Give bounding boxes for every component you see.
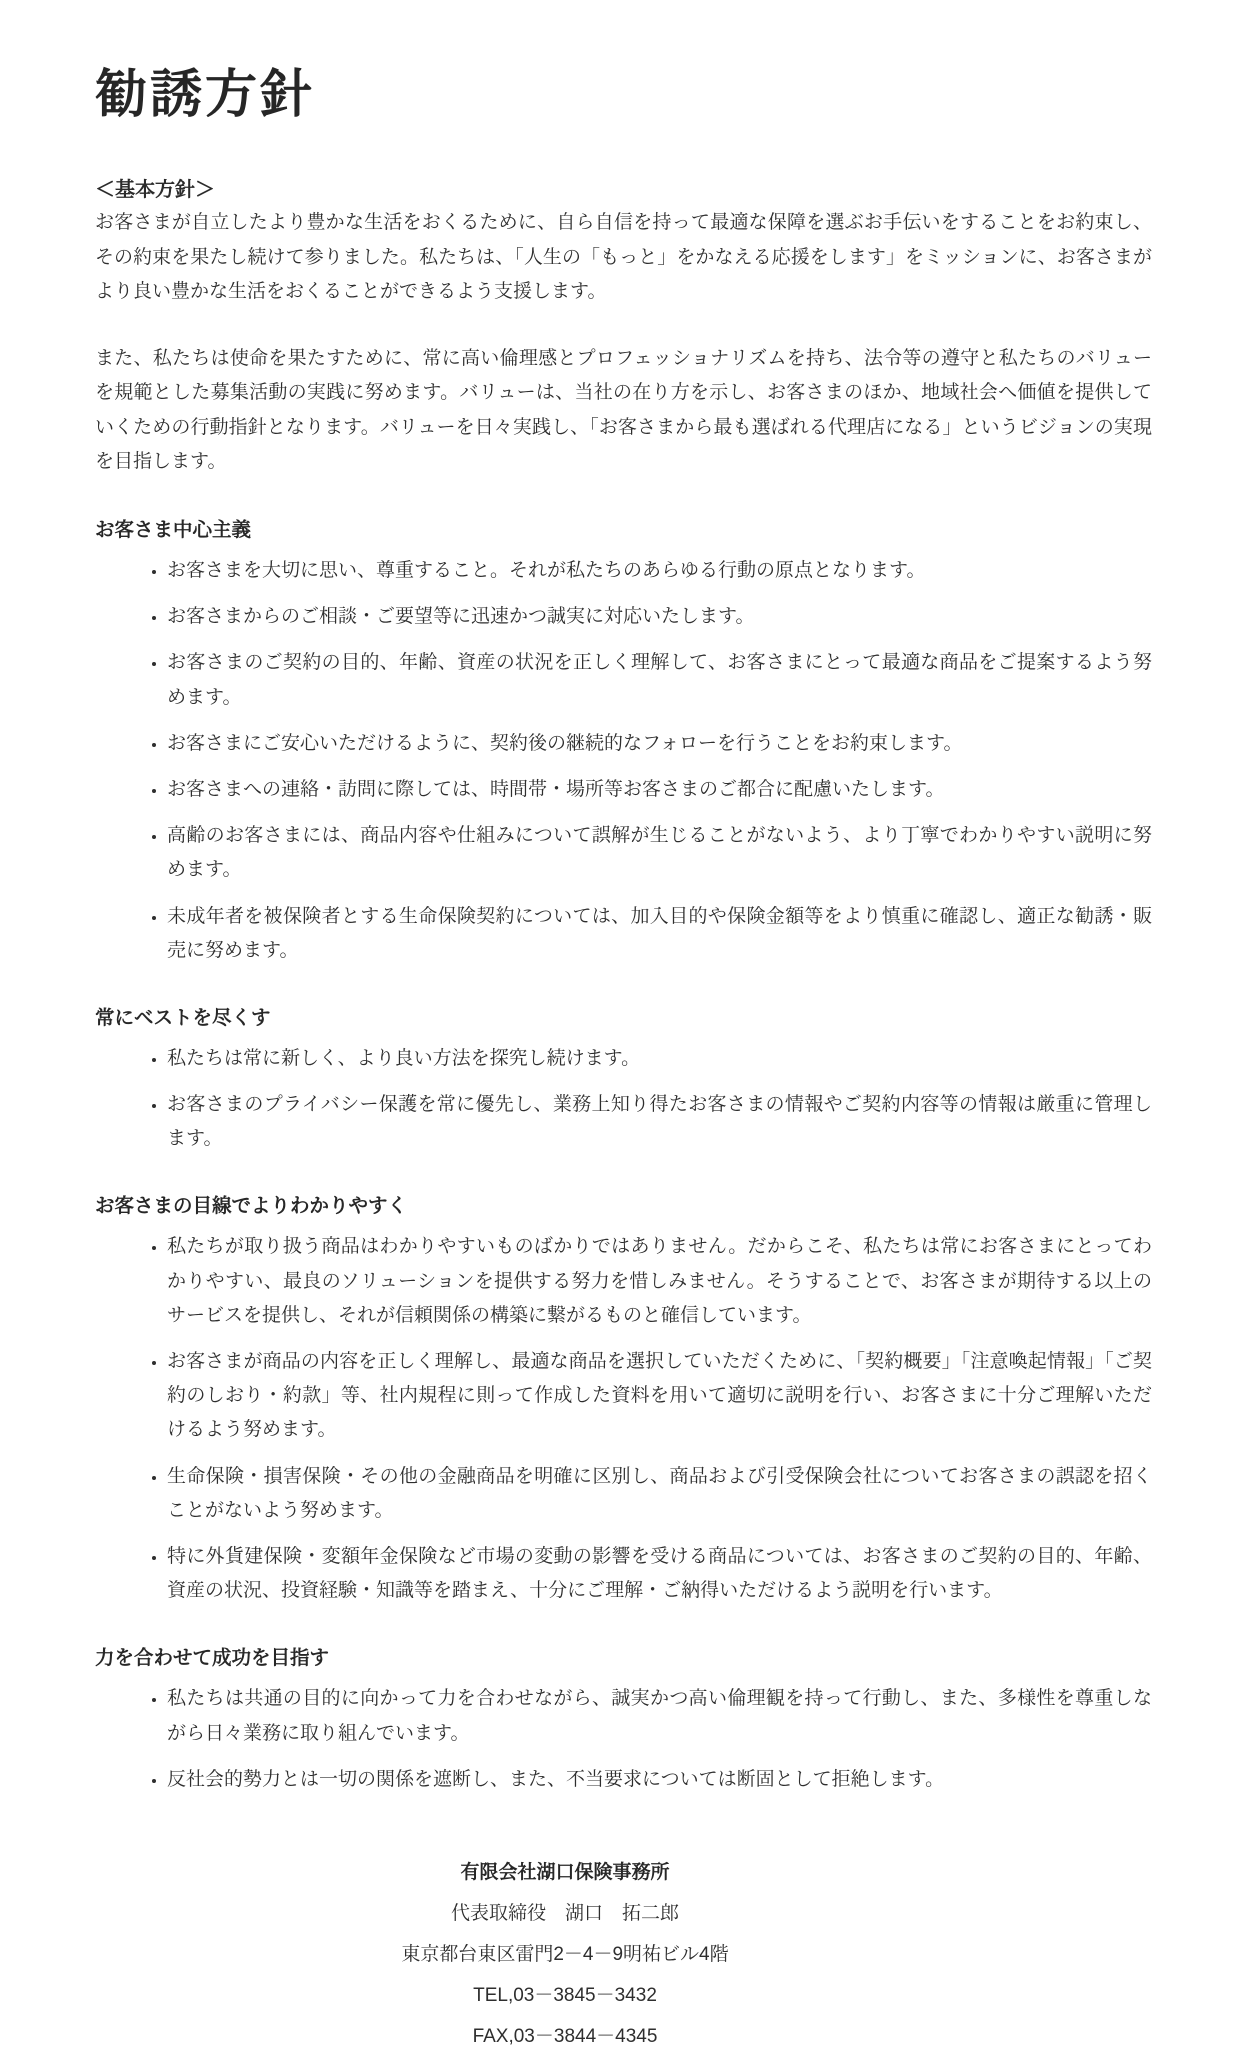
bullet-item: • お客さまのご契約の目的、年齢、資産の状況を正しく理解して、お客さまにとって最適な商品をご提案するよう努めます。	[167, 646, 1152, 714]
document-title: 勧誘方針	[95, 64, 316, 125]
company-representative: 代表取締役 湖口 拓二郎	[450, 1902, 679, 1924]
company-footer	[95, 1863, 1035, 2047]
bullet-list-teamwork	[95, 1682, 1152, 1797]
intro-paragraph-2: また、私たちは使命を果たすために、常に高い倫理感とプロフェッショナリズムを持ち、法令等の遵守と私たちのバリューを規範とした募集活動の実践に努めます。バリューは、当社の在り方を示し、お客さまのほか、地域社会へ価値を提供していくための行動指針となります。バリューを日々実践し、「お客さまから最も選ばれる代理店になる」というビジョンの実現を目指します。	[95, 347, 1152, 473]
section-heading-customer-perspective: お客さまの目線でよりわかりやすく	[95, 1195, 408, 1218]
section-heading-customer-first: お客さま中心主義	[95, 519, 252, 542]
intro-paragraph-1: お客さまが自立したより豊かな生活をおくるために、自ら自信を持って最適な保障を選ぶお手伝いをすることをお約束し、その約束を果たし続けて参りました。私たちは、「人生の「もっと」をかなえる応援をします」をミッションに、お客さまがより良い豊かな生活をおくることができるよう支援します。	[95, 212, 1152, 303]
section-heading-teamwork: 力を合わせて成功を目指す	[95, 1647, 330, 1670]
bullet-item: • 私たちは共通の目的に向かって力を合わせながら、誠実かつ高い倫理観を持って行動し、また、多様性を尊重しながら日々業務に取り組んでいます。	[167, 1682, 1152, 1750]
bullet-item: • 私たちが取り扱う商品はわかりやすいものばかりではありません。だからこそ、私たちは常にお客さまにとってわかりやすい、最良のソリューションを提供する努力を惜しみません。そうすることで、お客さまが期待する以上のサービスを提供し、それが信頼関係の構築に繋がるものと確信しています。	[167, 1230, 1152, 1333]
bullet-list-always-best	[95, 1042, 1152, 1157]
company-address: 東京都台東区雷門2－4－9明祐ビル4階	[401, 1943, 729, 1965]
bullet-item: • 反社会的勢力とは一切の関係を遮断し、また、不当要求については断固として拒絶します。	[167, 1763, 1152, 1797]
company-name: 有限会社湖口保険事務所	[460, 1861, 670, 1883]
bullet-item: • 生命保険・損害保険・その他の金融商品を明確に区別し、商品および引受保険会社についてお客さまの誤認を招くことがないよう努めます。	[167, 1460, 1152, 1528]
bullet-item: • お客さまへの連絡・訪問に際しては、時間帯・場所等お客さまのご都合に配慮いたします。	[167, 773, 1152, 807]
bullet-item: • お客さまのプライバシー保護を常に優先し、業務上知り得たお客さまの情報やご契約内容等の情報は厳重に管理します。	[167, 1088, 1152, 1156]
bullet-item: • お客さまを大切に思い、尊重すること。それが私たちのあらゆる行動の原点となります。	[167, 554, 1152, 588]
bullet-item: • お客さまが商品の内容を正しく理解し、最適な商品を選択していただくために、「契約概要」「注意喚起情報」「ご契約のしおり・約款」等、社内規程に則って作成した資料を用いて適切に説明を行い、お客さまに十分ご理解いただけるよう努めます。	[167, 1345, 1152, 1448]
basic-policy-heading: ＜基本方針＞	[95, 179, 215, 201]
bullet-item: • 未成年者を被保険者とする生命保険契約については、加入目的や保険金額等をより慎重に確認し、適正な勧誘・販売に努めます。	[167, 900, 1152, 968]
company-fax: FAX,03－3844－4345	[472, 2025, 658, 2047]
bullet-item: • 高齢のお客さまには、商品内容や仕組みについて誤解が生じることがないよう、より丁寧でわかりやすい説明に努めます。	[167, 819, 1152, 887]
bullet-item: • 私たちは常に新しく、より良い方法を探究し続けます。	[167, 1042, 1152, 1076]
company-tel: TEL,03－3845－3432	[473, 1984, 657, 2006]
bullet-list-customer-perspective	[95, 1230, 1152, 1608]
section-customer-first	[95, 514, 1152, 968]
section-heading-always-best: 常にベストを尽くす	[95, 1006, 271, 1029]
bullet-item: • 特に外貨建保険・変額年金保険など市場の変動の影響を受ける商品については、お客さまのご契約の目的、年齢、資産の状況、投資経験・知識等を踏まえ、十分にご理解・ご納得いただけるよう説明を行います。	[167, 1540, 1152, 1608]
section-customer-perspective	[95, 1190, 1152, 1608]
bullet-item: • お客さまにご安心いただけるように、契約後の継続的なフォローを行うことをお約束します。	[167, 727, 1152, 761]
bullet-item: • お客さまからのご相談・ご要望等に迅速かつ誠実に対応いたします。	[167, 600, 1152, 634]
section-always-best	[95, 1002, 1152, 1157]
bullet-list-customer-first	[95, 554, 1152, 968]
section-teamwork	[95, 1642, 1152, 1797]
